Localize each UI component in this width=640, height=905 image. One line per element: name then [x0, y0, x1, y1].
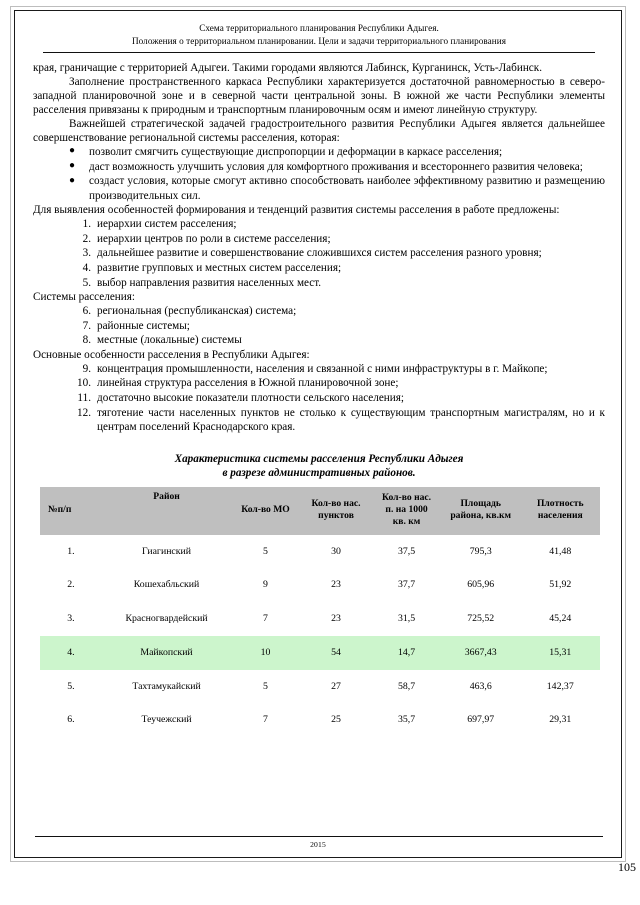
- cell-per-1000: 58,7: [397, 680, 416, 692]
- cell-points: 23: [331, 613, 341, 625]
- column-header-line: Кол-во нас.: [382, 491, 432, 503]
- column-header-mo-count: Кол-во МО: [231, 487, 300, 535]
- column-header-line: Плотность: [536, 497, 584, 509]
- cell-region: Красногвардейский: [125, 613, 208, 625]
- list-number: 5.: [82, 276, 91, 289]
- lead-in-settlement-systems: Системы расселения:: [33, 291, 136, 304]
- list-text: дальнейшее развитие и совершенствование сложившихся систем расселения разного уровня;: [97, 247, 542, 260]
- cell-area: 795,3: [469, 545, 492, 557]
- cell-number: 6.: [67, 714, 75, 726]
- cell-area: 463,6: [469, 680, 492, 692]
- numbered-list-methods: [33, 217, 605, 290]
- list-item: [33, 319, 605, 334]
- list-number: 9.: [82, 362, 91, 375]
- cell-per-1000: 31,5: [397, 613, 416, 625]
- table-row: [40, 535, 600, 569]
- list-item: [33, 276, 605, 291]
- page-outer-border: [10, 6, 626, 862]
- column-header-line: населения: [537, 510, 583, 522]
- list-text: развитие групповых и местных систем расселения;: [97, 261, 342, 274]
- column-header-region: Район: [102, 487, 231, 535]
- cell-number: 2.: [67, 579, 75, 591]
- header-line-1: Схема территориального планирования Республики Адыгея.: [199, 23, 439, 33]
- lead-in-methods: Для выявления особенностей формирования и тенденций развития системы расселения в работе предложены:: [33, 204, 560, 217]
- list-number: 3.: [82, 247, 91, 260]
- header-divider-rule: [43, 52, 595, 53]
- list-number: 12.: [77, 406, 91, 419]
- cell-number: 1.: [67, 545, 75, 557]
- table-row: [40, 703, 600, 737]
- cell-region: Кошехабльский: [133, 579, 200, 591]
- cell-density: 142,37: [546, 680, 574, 692]
- cell-density: 45,24: [549, 613, 572, 625]
- districts-table: [40, 487, 600, 737]
- list-text: региональная (республиканская) система;: [97, 305, 297, 318]
- header-line-2: Положения о территориальном планировании. Цели и задачи территориального планирования: [131, 36, 506, 47]
- list-text: иерархии систем расселения;: [97, 218, 237, 231]
- list-text: тяготение части населенных пунктов не столько к существующим транспортным магистралям, но и к центрам поселений Краснодарского края.: [97, 406, 605, 434]
- column-header-line: кв. км: [392, 516, 421, 528]
- table-caption-line-1: Характеристика системы расселения Республики Адыгея: [174, 452, 464, 465]
- column-header-line: района, кв.км: [450, 510, 512, 522]
- list-number: 4.: [82, 261, 91, 274]
- footer-divider-rule: [35, 836, 603, 837]
- cell-per-1000: 37,5: [397, 545, 416, 557]
- cell-points: 27: [331, 680, 341, 692]
- list-number: 6.: [82, 305, 91, 318]
- column-header-line: Кол-во нас.: [311, 497, 361, 509]
- table-caption: [33, 452, 605, 481]
- cell-mo: 7: [263, 613, 268, 625]
- list-text: выбор направления развития населенных мест.: [97, 276, 322, 289]
- list-text: местные (локальные) системы: [97, 334, 242, 347]
- cell-number: 3.: [67, 613, 75, 625]
- numbered-list-features: [33, 362, 605, 435]
- cell-points: 23: [331, 579, 341, 591]
- list-item: [33, 261, 605, 276]
- cell-region: Теучежский: [141, 714, 192, 726]
- bullet-dot-icon: ●: [69, 174, 76, 186]
- page-number: 105: [618, 860, 636, 874]
- column-header-settlements-per-1000: [372, 487, 441, 535]
- lead-in-main-features: Основные особенности расселения в Республики Адыгея:: [33, 348, 310, 361]
- list-text: достаточно высокие показатели плотности сельского населения;: [97, 391, 405, 404]
- list-number: 7.: [82, 319, 91, 332]
- cell-area: 697,97: [467, 714, 495, 726]
- list-text: концентрация промышленности, населения и связанной с ними инфраструктуры в г. Майкопе;: [97, 362, 548, 375]
- cell-per-1000: 35,7: [397, 714, 416, 726]
- list-item: [33, 304, 605, 319]
- column-header-number: №п/п: [40, 487, 102, 535]
- column-header-density: [521, 487, 600, 535]
- footer-year: 2015: [310, 840, 326, 849]
- cell-points: 54: [300, 636, 372, 670]
- table-header-row-group: [40, 487, 600, 535]
- page-inner-border: [14, 10, 622, 858]
- column-header-line: пунктов: [318, 510, 354, 522]
- cell-mo: 10: [231, 636, 300, 670]
- table-body: [40, 535, 600, 738]
- list-item: [33, 145, 605, 160]
- cell-density: 41,48: [549, 545, 572, 557]
- list-text: районные системы;: [97, 319, 190, 332]
- cell-region: Майкопский: [102, 636, 231, 670]
- list-text: иерархии центров по роли в системе расселения;: [97, 232, 331, 245]
- page-footer: [15, 836, 621, 849]
- running-header: [33, 22, 605, 49]
- cell-area: 725,52: [467, 613, 495, 625]
- list-item: [33, 160, 605, 175]
- cell-per-1000: 14,7: [372, 636, 441, 670]
- list-item: [33, 333, 605, 348]
- cell-region: Гиагинский: [142, 545, 192, 557]
- bullet-list: [33, 145, 605, 203]
- table-caption-line-2: в разрезе административных районов.: [222, 467, 416, 480]
- list-item: [33, 391, 605, 406]
- cell-density: 29,31: [549, 714, 572, 726]
- list-item: [33, 406, 605, 435]
- list-text: линейная структура расселения в Южной планировочной зоне;: [97, 377, 399, 390]
- table-row: [40, 602, 600, 636]
- table-header-row: [40, 487, 600, 535]
- table-row: [40, 670, 600, 704]
- cell-number: 4.: [40, 636, 102, 670]
- numbered-list-systems: [33, 304, 605, 348]
- list-item: [33, 174, 605, 203]
- list-item: [33, 232, 605, 247]
- table-row-highlighted: [40, 636, 600, 670]
- cell-density: 15,31: [521, 636, 600, 670]
- bullet-text: создаст условия, которые смогут активно способствовать наиболее эффективному развитию и размещению производительных сил.: [89, 175, 605, 202]
- bullet-dot-icon: ●: [69, 160, 76, 172]
- column-header-line: Площадь: [460, 497, 501, 509]
- list-number: 1.: [82, 218, 91, 231]
- cell-number: 5.: [67, 680, 75, 692]
- column-header-settlements-count: [300, 487, 372, 535]
- bullet-text: даст возможность улучшить условия для комфортного проживания и всестороннего развития человека;: [89, 160, 583, 173]
- cell-region: Тахтамукайский: [132, 680, 201, 692]
- cell-points: 30: [331, 545, 341, 557]
- list-number: 8.: [82, 334, 91, 347]
- bullet-dot-icon: ●: [69, 145, 76, 157]
- page-content: [15, 11, 621, 857]
- body-text-area: [33, 61, 605, 737]
- table-row: [40, 568, 600, 602]
- cell-mo: 5: [263, 545, 268, 557]
- paragraph-spatial-framework: Заполнение пространственного каркаса Республики характеризуется достаточной равномерностью в северо-западной планировочной зоне и в северной части центральной зоны. В южной же части Республики элементы расселения привязаны к природным и транспортным планировочным осям и имеют линейную структуру.: [33, 75, 605, 116]
- cell-area: 605,96: [467, 579, 495, 591]
- list-item: [33, 362, 605, 377]
- list-number: 10.: [77, 377, 91, 390]
- cell-density: 51,92: [549, 579, 572, 591]
- list-item: [33, 217, 605, 232]
- list-item: [33, 246, 605, 261]
- paragraph-continued: края, граничащие с территорией Адыгеи. Такими городами являются Лабинск, Курганинск, Усть-Лабинск.: [33, 61, 542, 74]
- column-header-area: [441, 487, 521, 535]
- cell-per-1000: 37,7: [397, 579, 416, 591]
- cell-points: 25: [331, 714, 341, 726]
- list-number: 11.: [77, 391, 91, 404]
- column-header-line: п. на 1000: [385, 504, 428, 516]
- bullet-text: позволит смягчить существующие диспропорции и деформации в каркасе расселения;: [89, 145, 503, 158]
- paragraph-strategic-task: Важнейшей стратегической задачей градостроительного развития Республики Адыгея является дальнейшее совершенствование региональной системы расселения, которая:: [33, 117, 605, 144]
- list-item: [33, 376, 605, 391]
- cell-mo: 7: [263, 714, 268, 726]
- cell-mo: 5: [263, 680, 268, 692]
- cell-area: 3667,43: [441, 636, 521, 670]
- list-number: 2.: [82, 232, 91, 245]
- cell-mo: 9: [263, 579, 268, 591]
